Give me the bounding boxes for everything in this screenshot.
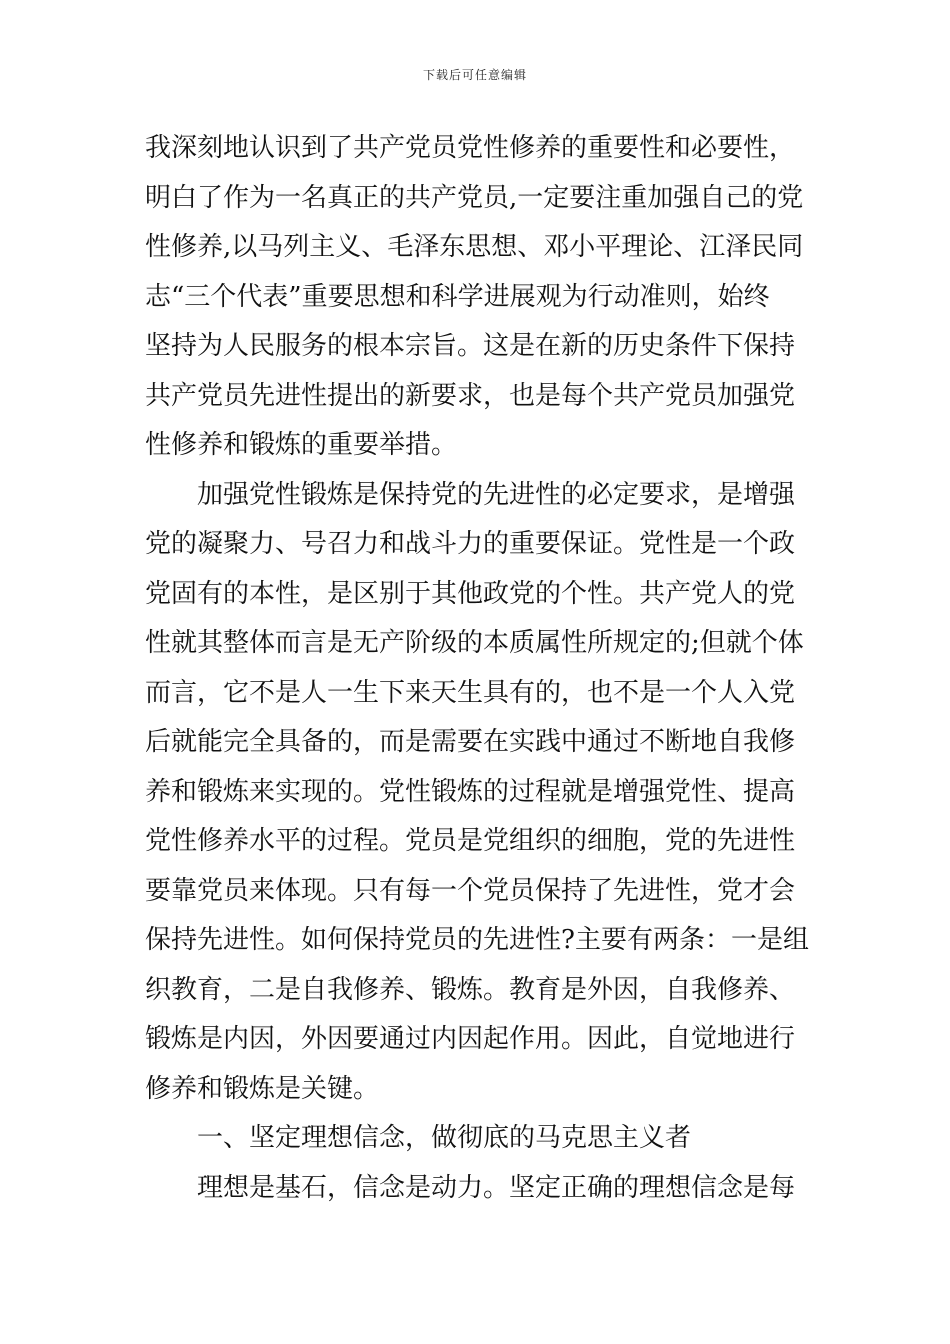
text-line: 坚持为人民服务的根本宗旨。这是在新的历史条件下保持 [145,331,796,361]
text-line: 保持先进性。如何保持党员的先进性?主要有两条：一是组 [145,925,809,955]
document-body [145,124,810,1213]
text-line: 共产党员先进性提出的新要求，也是每个共产党员加强党 [145,380,796,411]
text-line: 性修养和锻炼的重要举措。 [145,430,458,460]
text-line: 明白了作为一名真正的共产党员,一定要注重加强自己的党 [145,182,804,213]
text-line: 加强党性锻炼是保持党的先进性的必定要求，是增强 [197,479,796,510]
paragraph [145,471,810,1115]
text-line: 修养和锻炼是关键。 [145,1073,380,1104]
paragraph [145,124,810,471]
section-heading [145,1114,810,1164]
text-line: 而言，它不是人一生下来天生具有的，也不是一个人入党 [145,677,796,708]
paragraph [145,1164,810,1214]
page-header-note: 下载后可任意编辑 [422,68,527,82]
text-line: 织教育，二是自我修养、锻炼。教育是外因，自我修养、 [145,974,796,1005]
text-line: 性修养,以马列主义、毛泽东思想、邓小平理论、江泽民同 [145,232,804,262]
text-line: 性就其整体而言是无产阶级的本质属性所规定的;但就个体 [145,628,804,658]
text-line: 养和锻炼来实现的。党性锻炼的过程就是增强党性、提高 [145,776,796,807]
text-line: 党性修养水平的过程。党员是党组织的细胞，党的先进性 [145,826,796,856]
text-line: 党固有的本性，是区别于其他政党的个性。共产党人的党 [145,578,796,609]
text-line: 一、坚定理想信念，做彻底的马克思主义者 [197,1123,692,1153]
text-line: 要靠党员来体现。只有每一个党员保持了先进性，党才会 [145,875,796,906]
text-line: 锻炼是内因，外因要通过内因起作用。因此，自觉地进行 [145,1024,796,1054]
text-line: 后就能完全具备的，而是需要在实践中通过不断地自我修 [145,727,796,757]
text-line: 理想是基石，信念是动力。坚定正确的理想信念是每 [197,1172,796,1203]
text-line: 志“三个代表”重要思想和科学进展观为行动准则，始终 [145,281,770,312]
text-line: 党的凝聚力、号召力和战斗力的重要保证。党性是一个政 [145,529,796,559]
text-line: 我深刻地认识到了共产党员党性修养的重要性和必要性， [145,133,796,163]
